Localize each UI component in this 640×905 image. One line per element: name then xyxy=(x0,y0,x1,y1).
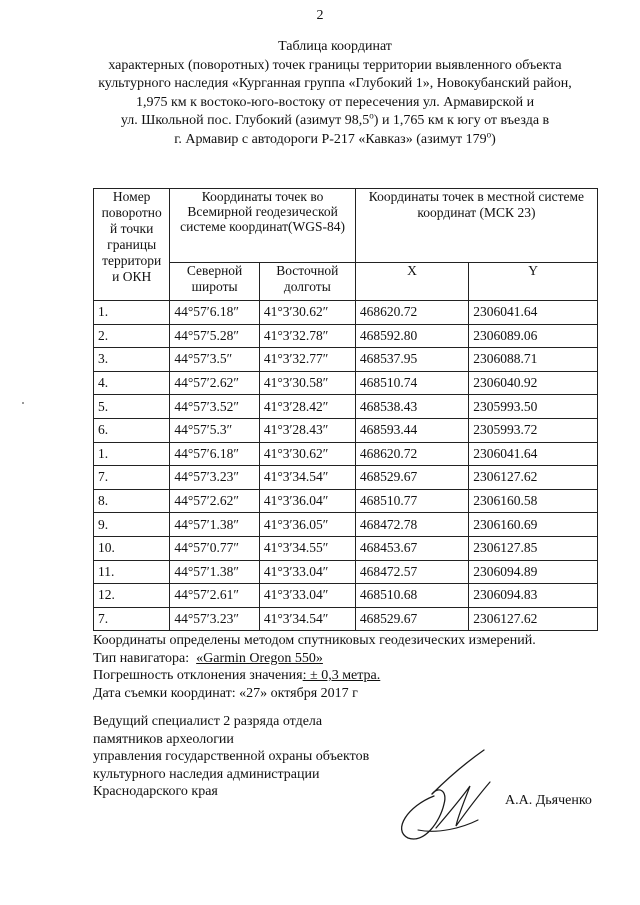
coordinates-table xyxy=(93,188,598,631)
table-row xyxy=(94,607,598,631)
y-cell: 2306094.83 xyxy=(469,584,598,608)
table-row xyxy=(94,418,598,442)
y-cell: 2305993.72 xyxy=(469,418,598,442)
error-label: Погрешность отклонения значения xyxy=(93,668,303,683)
point-number-cell: 5. xyxy=(94,395,170,419)
longitude-cell: 41°3′36.05″ xyxy=(259,513,355,537)
x-cell: 468510.74 xyxy=(355,371,468,395)
latitude-cell: 44°57′6.18″ xyxy=(170,301,259,325)
point-number-cell: 9. xyxy=(94,513,170,537)
signer-position-4: культурного наследия администрации xyxy=(93,766,320,782)
y-cell: 2306041.64 xyxy=(469,301,598,325)
longitude-cell: 41°3′30.62″ xyxy=(259,301,355,325)
header-line-5 xyxy=(70,112,600,131)
point-number-cell: 10. xyxy=(94,536,170,560)
y-cell: 2306160.58 xyxy=(469,489,598,513)
signer-block xyxy=(93,713,369,801)
latitude-cell: 44°57′5.28″ xyxy=(170,324,259,348)
latitude-cell: 44°57′1.38″ xyxy=(170,560,259,584)
header-title: Таблица координат xyxy=(278,39,392,54)
y-cell: 2306127.62 xyxy=(469,607,598,631)
note-navigator xyxy=(93,650,536,668)
signer-position-2: памятников археологии xyxy=(93,731,234,747)
longitude-cell: 41°3′32.78″ xyxy=(259,324,355,348)
header-line-3: культурного наследия «Курганная группа «Глубокий 1», Новокубанский район, xyxy=(98,76,572,92)
header-line-6-b: ) xyxy=(491,131,496,147)
x-cell: 468472.78 xyxy=(355,513,468,537)
latitude-cell: 44°57′1.38″ xyxy=(170,513,259,537)
degree-sup: o xyxy=(369,110,374,121)
x-cell: 468510.68 xyxy=(355,584,468,608)
note-date: Дата съемки координат: «27» октября 2017 г xyxy=(93,685,358,701)
longitude-cell: 41°3′33.04″ xyxy=(259,584,355,608)
point-number-cell: 7. xyxy=(94,607,170,631)
header-line-6 xyxy=(70,131,600,150)
table-row xyxy=(94,442,598,466)
y-cell: 2306040.92 xyxy=(469,371,598,395)
longitude-cell: 41°3′33.04″ xyxy=(259,560,355,584)
latitude-cell: 44°57′2.61″ xyxy=(170,584,259,608)
table-row xyxy=(94,371,598,395)
col-header-wgs84: Координаты точек во Всемирной геодезической системе координат(WGS-84) xyxy=(170,189,355,263)
coordinates-table-body xyxy=(94,301,598,631)
x-cell: 468593.44 xyxy=(355,418,468,442)
longitude-cell: 41°3′34.54″ xyxy=(259,607,355,631)
y-cell: 2305993.50 xyxy=(469,395,598,419)
signer-position-1: Ведущий специалист 2 разряда отдела xyxy=(93,714,323,729)
longitude-cell: 41°3′32.77″ xyxy=(259,348,355,372)
point-number-cell: 8. xyxy=(94,489,170,513)
x-cell: 468592.80 xyxy=(355,324,468,348)
table-row xyxy=(94,395,598,419)
col-header-msk23: Координаты точек в местной системе координат (МСК 23) xyxy=(355,189,597,263)
note-error xyxy=(93,667,536,685)
latitude-cell: 44°57′6.18″ xyxy=(170,442,259,466)
header-line-5-b: ) и 1,765 км к югу от въезда в xyxy=(373,113,550,129)
point-number-cell: 4. xyxy=(94,371,170,395)
x-cell: 468510.77 xyxy=(355,489,468,513)
col-header-longitude: Восточной долготы xyxy=(259,263,355,301)
x-cell: 468537.95 xyxy=(355,348,468,372)
longitude-cell: 41°3′28.42″ xyxy=(259,395,355,419)
latitude-cell: 44°57′3.23″ xyxy=(170,607,259,631)
point-number-cell: 12. xyxy=(94,584,170,608)
table-row xyxy=(94,560,598,584)
x-cell: 468620.72 xyxy=(355,301,468,325)
table-row xyxy=(94,513,598,537)
table-row xyxy=(94,536,598,560)
degree-sup: o xyxy=(486,129,492,140)
handwritten-signature xyxy=(378,742,498,842)
header-line-6-a: г. Армавир с автодороги Р-217 «Кавказ» (азимут 179 xyxy=(174,131,487,147)
table-row xyxy=(94,301,598,325)
point-number-cell: 1. xyxy=(94,442,170,466)
header-line-4: 1,975 км к востоко-юго-востоку от пересечения ул. Армавирской и xyxy=(135,94,535,110)
table-row xyxy=(94,324,598,348)
error-value: : ± 0,3 метра. xyxy=(302,668,381,683)
x-cell: 468453.67 xyxy=(355,536,468,560)
longitude-cell: 41°3′34.54″ xyxy=(259,466,355,490)
notes-block xyxy=(93,632,536,702)
col-header-point-number: Номер поворотно й точки границы территори и ОКН xyxy=(94,189,170,301)
latitude-cell: 44°57′3.23″ xyxy=(170,466,259,490)
y-cell: 2306094.89 xyxy=(469,560,598,584)
longitude-cell: 41°3′28.43″ xyxy=(259,418,355,442)
point-number-cell: 2. xyxy=(94,324,170,348)
latitude-cell: 44°57′2.62″ xyxy=(170,489,259,513)
document-header xyxy=(70,38,600,150)
signer-position-3: управления государственной охраны объектов xyxy=(93,749,370,765)
signer-position-5: Краснодарского края xyxy=(93,784,218,800)
col-header-latitude: Северной широты xyxy=(170,263,259,301)
longitude-cell: 41°3′36.04″ xyxy=(259,489,355,513)
table-row xyxy=(94,584,598,608)
point-number-cell: 11. xyxy=(94,560,170,584)
y-cell: 2306127.85 xyxy=(469,536,598,560)
point-number-cell: 3. xyxy=(94,348,170,372)
navigator-label: Тип навигатора: xyxy=(93,650,190,666)
point-number-cell: 6. xyxy=(94,418,170,442)
y-cell: 2306089.06 xyxy=(469,324,598,348)
navigator-value: «Garmin Oregon 550» xyxy=(196,650,323,666)
y-cell: 2306041.64 xyxy=(469,442,598,466)
header-line-5-a: ул. Школьной пос. Глубокий (азимут 98,5 xyxy=(120,113,370,129)
scan-speck xyxy=(22,402,24,404)
x-cell: 468529.67 xyxy=(355,466,468,490)
latitude-cell: 44°57′3.52″ xyxy=(170,395,259,419)
x-cell: 468472.57 xyxy=(355,560,468,584)
point-number-cell: 1. xyxy=(94,301,170,325)
page-number: 2 xyxy=(316,8,324,23)
table-row xyxy=(94,348,598,372)
latitude-cell: 44°57′3.5″ xyxy=(170,348,259,372)
header-line-2: характерных (поворотных) точек границы территории выявленного объекта xyxy=(108,57,562,73)
latitude-cell: 44°57′5.3″ xyxy=(170,418,259,442)
x-cell: 468538.43 xyxy=(355,395,468,419)
col-header-y: Y xyxy=(469,263,598,301)
x-cell: 468529.67 xyxy=(355,607,468,631)
longitude-cell: 41°3′34.55″ xyxy=(259,536,355,560)
note-method: Координаты определены методом спутниковых геодезических измерений. xyxy=(93,633,536,648)
y-cell: 2306127.62 xyxy=(469,466,598,490)
y-cell: 2306088.71 xyxy=(469,348,598,372)
point-number-cell: 7. xyxy=(94,466,170,490)
table-row xyxy=(94,489,598,513)
latitude-cell: 44°57′0.77″ xyxy=(170,536,259,560)
col-header-x: X xyxy=(355,263,468,301)
x-cell: 468620.72 xyxy=(355,442,468,466)
longitude-cell: 41°3′30.58″ xyxy=(259,371,355,395)
table-row xyxy=(94,466,598,490)
signer-name: А.А. Дьяченко xyxy=(505,793,592,808)
latitude-cell: 44°57′2.62″ xyxy=(170,371,259,395)
y-cell: 2306160.69 xyxy=(469,513,598,537)
longitude-cell: 41°3′30.62″ xyxy=(259,442,355,466)
